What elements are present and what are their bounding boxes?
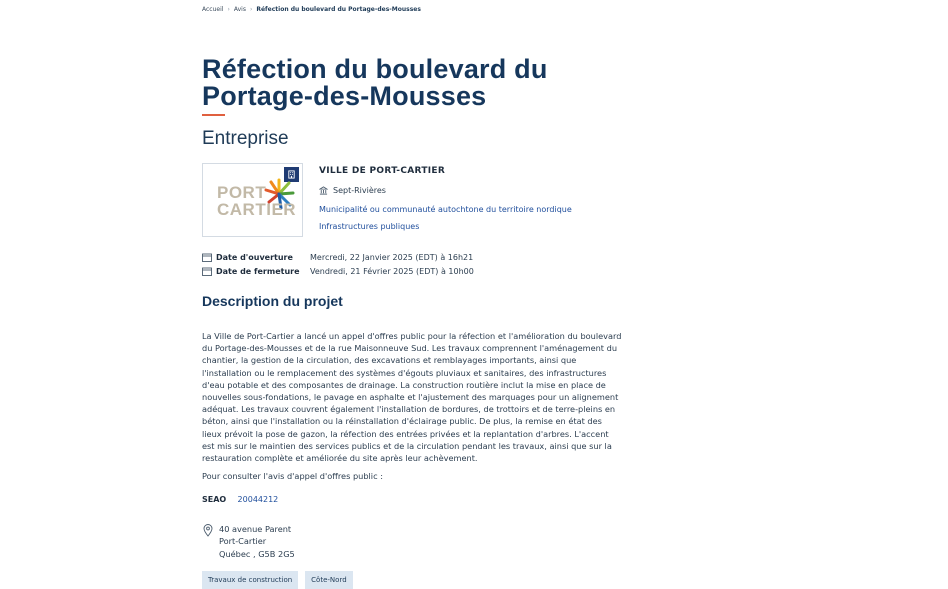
section-heading-company: Entreprise xyxy=(202,128,289,149)
seao-row xyxy=(202,495,278,504)
opening-date-row xyxy=(202,253,473,262)
location-pin-icon xyxy=(202,523,214,537)
organization-region-label: Sept-Rivières xyxy=(333,186,386,195)
breadcrumb-notices-link[interactable]: Avis xyxy=(233,6,246,13)
tag-construction[interactable]: Travaux de construction xyxy=(202,571,298,589)
section-heading-description: Description du projet xyxy=(202,293,343,309)
opening-date-label: Date d'ouverture xyxy=(216,253,293,262)
tag-list xyxy=(202,571,353,589)
calendar-icon xyxy=(202,253,212,262)
calendar-icon xyxy=(202,267,212,276)
address-block xyxy=(202,523,295,560)
seao-label: SEAO xyxy=(202,495,227,504)
tag-region[interactable]: Côte-Nord xyxy=(305,571,352,589)
organization-name: VILLE DE PORT-CARTIER xyxy=(319,166,446,176)
breadcrumb-home-link[interactable]: Accueil xyxy=(202,6,224,13)
organization-region xyxy=(319,186,386,195)
title-accent-underline xyxy=(202,114,225,116)
organization-sector-link[interactable]: Infrastructures publiques xyxy=(319,222,420,231)
logo-wordmark-line: PORT xyxy=(217,183,267,202)
logo-wordmark xyxy=(217,184,296,218)
project-description: La Ville de Port-Cartier a lancé un appel d'offres public pour la réfection et l'amélioration du boulevard du Portage-des-Mousses et de la rue Maisonneuve Sud. Les travaux comprennent l'aménagement du chantier, la gestion de la circulation, des excavations et remblayages importants, ainsi que l'installation ou le remplacement des systèmes d'égouts pluviaux et sanitaires, des infrastructures d'eau potable et des composantes de drainage. La construction routière inclut la mise en place de nouvelles sous-fondations, le pavage en asphalte et l'ajustement des marquages pour un alignement adéquat. Les travaux couvrent également l'installation de bordures, de trottoirs et de terre-pleins en béton, ainsi que l'installation ou la réinstallation d'éclairage public. De plus, la remise en état des lieux prévoit la pose de gazon, la réfection des entrées privées et la replantation d'arbres. L'accent est mis sur le maintien des services publics et de la circulation pendant les travaux, ainsi que sur la restauration complète et améliorée du site après leur achèvement. xyxy=(202,331,622,464)
address-street: 40 avenue Parent xyxy=(219,524,292,534)
breadcrumb-separator: › xyxy=(227,6,230,13)
organization-category-link[interactable]: Municipalité ou communauté autochtone du territoire nordique xyxy=(319,205,572,214)
organization-logo xyxy=(202,163,303,237)
closing-date-value: Vendredi, 21 Février 2025 (EDT) à 10h00 xyxy=(310,267,474,276)
address-province-postal: Québec , G5B 2G5 xyxy=(219,548,295,559)
logo-wordmark-line: CARTIER xyxy=(217,200,297,219)
consult-notice-text: Pour consulter l'avis d'appel d'offres public : xyxy=(202,471,383,481)
institution-icon xyxy=(319,186,328,195)
seao-number-link[interactable]: 20044212 xyxy=(237,495,279,504)
breadcrumb-current: Réfection du boulevard du Portage-des-Mousses xyxy=(256,6,421,13)
opening-date-value: Mercredi, 22 Janvier 2025 (EDT) à 16h21 xyxy=(310,253,474,262)
closing-date-row xyxy=(202,267,474,276)
breadcrumb-separator: › xyxy=(249,6,253,13)
page-title: Réfection du boulevard du Portage-des-Mousses xyxy=(202,54,548,111)
address-city: Port-Cartier xyxy=(219,536,267,547)
closing-date-label: Date de fermeture xyxy=(216,267,300,276)
breadcrumb xyxy=(202,6,421,13)
